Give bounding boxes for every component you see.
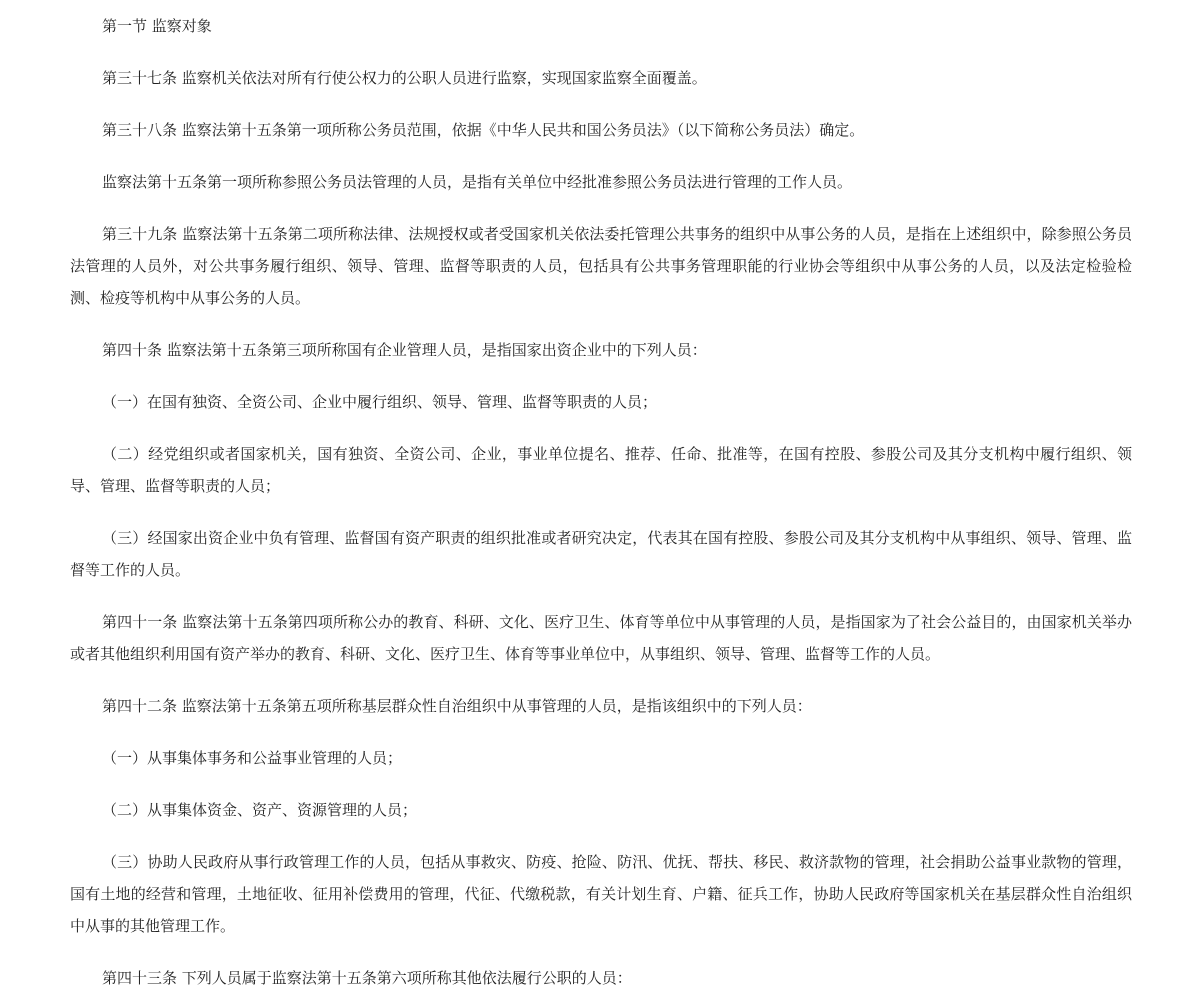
paragraph-gap — [70, 826, 1132, 846]
paragraph-gap — [70, 42, 1132, 62]
article-43: 第四十三条 下列人员属于监察法第十五条第六项所称其他依法履行公职的人员： — [102, 969, 632, 987]
paragraph-gap — [70, 670, 1132, 690]
article-41: 第四十一条 监察法第十五条第四项所称公办的教育、科研、文化、医疗卫生、体育等单位中从事管理的人员，是指国家为了社会公益目的，由国家机关举办或者其他组织利用国有资产举办的教育、科研、文化、医疗卫生、体育等事业单位中，从事组织、领导、管理、监督等工作的人员。 — [70, 613, 1132, 663]
article-40-item-2: （二）经党组织或者国家机关，国有独资、全资公司、企业，事业单位提名、推荐、任命、批准等，在国有控股、参股公司及其分支机构中履行组织、领导、管理、监督等职责的人员； — [70, 445, 1132, 495]
article-42: 第四十二条 监察法第十五条第五项所称基层群众性自治组织中从事管理的人员，是指该组织中的下列人员： — [102, 697, 812, 715]
section-title: 第一节 监察对象 — [102, 17, 212, 35]
article-42-item-3: （三）协助人民政府从事行政管理工作的人员，包括从事救灾、防疫、抢险、防汛、优抚、帮扶、移民、救济款物的管理，社会捐助公益事业款物的管理，国有土地的经营和管理，土地征收、征用补偿费用的管理，代征、代缴税款，有关计划生育、户籍、征兵工作，协助人民政府等国家机关在基层群众性自治组织中从事的其他管理工作。 — [70, 853, 1132, 935]
article-42-item-1: （一）从事集体事务和公益事业管理的人员； — [102, 749, 403, 767]
paragraph-gap — [70, 418, 1132, 438]
document-body — [70, 0, 1132, 994]
paragraph-gap — [70, 198, 1132, 218]
paragraph-gap — [70, 146, 1132, 166]
article-40-item-3: （三）经国家出资企业中负有管理、监督国有资产职责的组织批准或者研究决定，代表其在国有控股、参股公司及其分支机构中从事组织、领导、管理、监督等工作的人员。 — [70, 529, 1132, 579]
article-42-item-2: （二）从事集体资金、资产、资源管理的人员； — [102, 801, 418, 819]
paragraph-gap — [70, 366, 1132, 386]
paragraph-gap — [70, 94, 1132, 114]
paragraph-gap — [70, 774, 1132, 794]
article-38-clause: 监察法第十五条第一项所称参照公务员法管理的人员，是指有关单位中经批准参照公务员法进行管理的工作人员。 — [102, 173, 853, 191]
article-37: 第三十七条 监察机关依法对所有行使公权力的公职人员进行监察，实现国家监察全面覆盖。 — [102, 69, 707, 87]
article-40: 第四十条 监察法第十五条第三项所称国有企业管理人员，是指国家出资企业中的下列人员： — [102, 341, 707, 359]
article-40-item-1: （一）在国有独资、全资公司、企业中履行组织、领导、管理、监督等职责的人员； — [102, 393, 658, 411]
article-38: 第三十八条 监察法第十五条第一项所称公务员范围，依据《中华人民共和国公务员法》（以下简称公务员法）确定。 — [102, 121, 865, 139]
paragraph-gap — [70, 502, 1132, 522]
article-39: 第三十九条 监察法第十五条第二项所称法律、法规授权或者受国家机关依法委托管理公共事务的组织中从事公务的人员，是指在上述组织中，除参照公务员法管理的人员外，对公共事务履行组织、领导、管理、监督等职责的人员，包括具有公共事务管理职能的行业协会等组织中从事公务的人员，以及法定检验检测、检疫等机构中从事公务的人员。 — [70, 225, 1132, 307]
paragraph-gap — [70, 942, 1132, 962]
paragraph-gap — [70, 586, 1132, 606]
paragraph-gap — [70, 722, 1132, 742]
paragraph-gap — [70, 314, 1132, 334]
